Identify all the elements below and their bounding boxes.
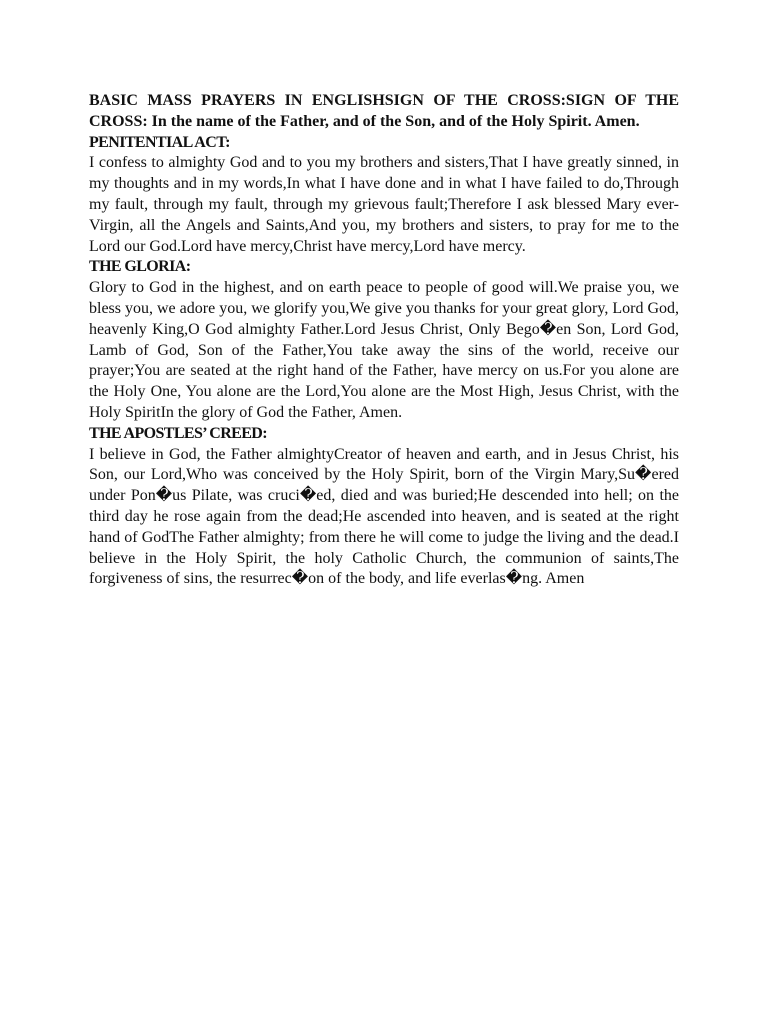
document-page	[89, 91, 679, 590]
penitential-act-text: I confess to almighty God and to you my brothers and sisters,That I have greatly sinned, in my thoughts and in my words,In what I have done and in what I have failed to do,Through my fault, through my fault, through my grievous fault;Therefore I ask blessed Mary ever-Virgin, all the Angels and Saints,And you, my brothers and sisters, to pray for me to the Lord our God.Lord have mercy,Christ have mercy,Lord have mercy.	[89, 154, 679, 255]
apostles-creed-text: I believe in God, the Father almightyCreator of heaven and earth, and in Jesus Christ, his Son, our Lord,Who was conceived by the Holy Spirit, born of the Virgin Mary,Su�ered under Pon�us Pilate, was cruci�ed, died and was buried;He descended into hell; on the third day he rose again from the dead;He ascended into heaven, and is seated at the right hand of GodThe Father almighty; from there he will come to judge the living and the dead.I believe in the Holy Spirit, the holy Catholic Church, the communion of saints,The forgiveness of sins, the resurrec�on of the body, and life everlas�ng. Amen	[89, 445, 679, 588]
intro-heading: BASIC MASS PRAYERS IN ENGLISHSIGN OF THE CROSS:SIGN OF THE CROSS: In the name of the Father, and of the Son, and of the Holy Spirit. Amen.	[89, 92, 679, 130]
gloria-text: Glory to God in the highest, and on earth peace to people of good will.We praise you, we bless you, we adore you, we glorify you,We give you thanks for your great glory, Lord God, heavenly King,O God almighty Father.Lord Jesus Christ, Only Bego�en Son, Lord God, Lamb of God, Son of the Father,You take away the sins of the world, receive our prayer;You are seated at the right hand of the Father, have mercy on us.For you alone are the Holy One, You alone are the Lord,You alone are the Most High, Jesus Christ, with the Holy SpiritIn the glory of God the Father, Amen.	[89, 279, 679, 421]
penitential-act-heading: PENITENTIAL ACT:	[89, 133, 230, 151]
gloria-heading: THE GLORIA:	[89, 258, 191, 276]
apostles-creed-heading: THE APOSTLES’ CREED:	[89, 424, 267, 442]
